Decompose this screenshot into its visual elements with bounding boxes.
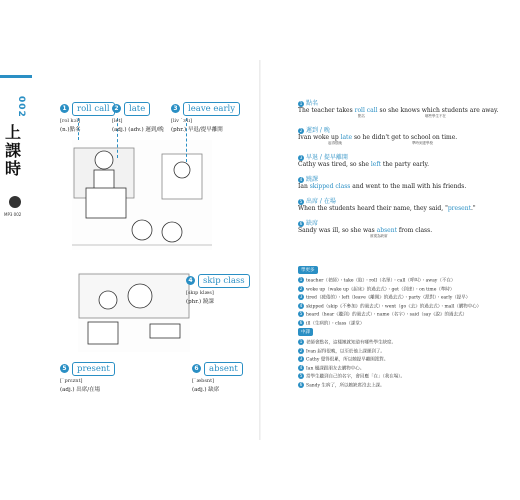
section-tag-vocab: 學更多 xyxy=(298,266,318,274)
vocab-word: leave early xyxy=(183,102,240,116)
vocab-number: 5 xyxy=(60,364,69,373)
sentence-post: ." xyxy=(471,205,476,212)
vocab-phonetic: [ˋprɛznt] xyxy=(60,378,83,384)
example-heading: 遲到 / 晚 xyxy=(306,127,330,134)
vocab-line xyxy=(298,286,498,295)
vocab-number: 3 xyxy=(171,104,180,113)
line-text: Ivan 起得很晚，以至於他上課遲到了。 xyxy=(306,349,385,354)
sentence-pre: Ian xyxy=(298,183,310,190)
sentence-highlight: absent xyxy=(376,227,397,234)
vocab-word: skip class xyxy=(198,274,250,288)
line-number: 4 xyxy=(299,364,303,370)
gloss-note: 哪些學生不在 xyxy=(425,114,446,118)
sentence-post: from class. xyxy=(397,227,433,234)
vocab-number: 6 xyxy=(192,364,201,373)
sentence-highlight: roll call xyxy=(354,107,378,114)
sentence-pre: Cathy was tired, so she xyxy=(298,161,371,168)
line-text: ill（生病的）・class（課堂） xyxy=(306,321,365,326)
absent-scene-drawing xyxy=(78,272,190,352)
sentence-highlight: late xyxy=(340,134,353,141)
line-number: 2 xyxy=(299,285,303,291)
sentence-highlight: skipped class xyxy=(309,183,351,190)
example-1 xyxy=(298,98,498,119)
lesson-band xyxy=(0,75,32,78)
vocab-line xyxy=(298,294,498,303)
classroom-illustration-top xyxy=(72,140,212,250)
line-number: 1 xyxy=(299,339,303,344)
sentence-pre: Sandy was ill, so she was xyxy=(298,227,377,234)
translation-line xyxy=(298,356,498,365)
line-text: tired（疲倦的）・left（leave《離開》的過去式）・party（派對）・early（提早） xyxy=(306,295,471,301)
classroom-scene-drawing xyxy=(72,140,212,250)
line-text: Cathy 覺得很累，所以她提早離開派對。 xyxy=(306,357,389,363)
example-heading: 出席 / 在場 xyxy=(306,198,336,205)
line-text: heard（hear《聽到》的過去式）・name（名字）・said（say《說》的過去式） xyxy=(306,312,468,318)
vocab-skip-class xyxy=(186,270,250,305)
gloss-note: 被視為缺席 xyxy=(370,234,388,238)
sentence-post: so he didn't get to school on time. xyxy=(352,134,458,141)
line-text: Sandy 生病了，所以她缺席沒去上課。 xyxy=(306,383,385,388)
example-2 xyxy=(298,125,498,146)
line-text: teacher（老師）・take（取）・roll（名單）・call（呼叫）・away（不在） xyxy=(306,278,456,284)
mp3-label: MP3 002 xyxy=(4,212,22,217)
lesson-number: 002 xyxy=(16,96,26,118)
vocab-roll-call xyxy=(60,98,115,133)
line-number: 5 xyxy=(299,373,303,378)
translation-line xyxy=(298,339,498,348)
sentence-post: and went to the mall with his friends. xyxy=(350,183,467,190)
vocab-word: late xyxy=(124,102,150,116)
gloss-note: 點名 xyxy=(358,114,365,118)
sentence-highlight: left xyxy=(370,161,381,168)
line-number: 3 xyxy=(299,294,303,299)
vocab-phonetic: [ˋæbsnt] xyxy=(192,378,215,384)
gloss-note: 起得很晚 xyxy=(328,141,342,145)
example-number: 5 xyxy=(299,198,303,204)
vocab-line xyxy=(298,277,498,286)
vocab-line xyxy=(298,303,498,312)
translation-line xyxy=(298,365,498,374)
vocab-definition: (phr.) 蹺課 xyxy=(186,299,214,305)
translation-line xyxy=(298,373,498,382)
vocab-absent xyxy=(192,358,243,393)
vocab-word: roll call xyxy=(72,102,115,116)
gloss-note: 準時到達學校 xyxy=(412,141,433,145)
translation-line xyxy=(298,382,498,391)
line-number: 1 xyxy=(299,277,303,282)
example-6 xyxy=(298,218,498,239)
example-5 xyxy=(298,196,498,212)
example-heading: 缺席 xyxy=(306,220,319,227)
example-number: 2 xyxy=(299,127,303,133)
vocab-phonetic: [rol kɔl] xyxy=(60,118,80,124)
sentence-pre: Ivan woke up xyxy=(298,134,341,141)
sentence-pre: When the students heard their name, they said, " xyxy=(298,205,448,212)
example-sentences xyxy=(298,98,498,239)
line-number: 6 xyxy=(299,319,303,325)
vocab-definition: (adj.) 缺席 xyxy=(192,387,220,393)
translation-section xyxy=(298,318,498,390)
sentence-post: so she knows which students are away. xyxy=(377,107,499,114)
example-3 xyxy=(298,152,498,168)
example-4 xyxy=(298,174,498,190)
line-number: 3 xyxy=(299,356,303,361)
example-number: 4 xyxy=(299,176,303,182)
line-number: 4 xyxy=(299,302,303,308)
audio-disc-icon xyxy=(9,196,21,208)
vocab-number: 4 xyxy=(186,276,195,285)
vocab-present xyxy=(60,358,115,393)
example-number: 3 xyxy=(299,154,303,160)
vocab-phonetic: [skɪp klæs] xyxy=(186,290,214,296)
vocab-late xyxy=(112,98,164,133)
vocab-word: absent xyxy=(204,362,243,376)
line-text: 當學生聽到自己的名字，會回應「在」（我在場）。 xyxy=(306,374,405,380)
example-heading: 早退 / 提早離開 xyxy=(306,154,348,161)
vocab-definition: (adj.) (adv.) 遲到/晚 xyxy=(112,127,164,133)
vocab-number: 1 xyxy=(60,104,69,113)
vocab-phonetic: [liv ˋɝlɪ] xyxy=(171,118,193,124)
vocab-number: 2 xyxy=(112,104,121,113)
sentence-highlight: present xyxy=(447,205,472,212)
translation-line xyxy=(298,348,498,357)
line-text: 老師會點名，這樣她就知道有哪些學生缺席。 xyxy=(306,340,396,346)
line-number: 6 xyxy=(299,381,303,387)
example-heading: 點名 xyxy=(306,100,319,107)
vocab-definition: (phr.) 早退/提早離開 xyxy=(171,127,223,133)
section-tag-translation: 中譯 xyxy=(298,328,313,336)
example-heading: 蹺課 xyxy=(306,176,319,183)
line-text: Ian 翹課跟朋友去購物中心。 xyxy=(306,366,365,371)
line-text: skipped（skip《不參加》的過去式）・went（go《去》的過去式）・mall（購物中心） xyxy=(306,304,482,309)
classroom-illustration-bottom xyxy=(78,272,190,352)
book-spine xyxy=(259,60,261,440)
vocab-leave-early xyxy=(171,98,240,133)
example-number: 6 xyxy=(299,220,303,226)
line-number: 2 xyxy=(299,347,303,353)
vocab-phonetic: [let] xyxy=(112,118,123,124)
vocab-definition: (adj.) 出席/在場 xyxy=(60,387,101,393)
line-text: woke up（wake up《起床》的過去式）・get（到達）・on time（準時） xyxy=(306,287,455,292)
example-number: 1 xyxy=(299,100,303,106)
vocab-definition: (n.)點名 xyxy=(60,127,81,133)
sentence-post: the party early. xyxy=(380,161,430,168)
lesson-title: 上課時 xyxy=(5,123,22,178)
vocab-word: present xyxy=(72,362,115,376)
line-number: 5 xyxy=(299,311,303,316)
sentence-pre: The teacher takes xyxy=(298,107,355,114)
